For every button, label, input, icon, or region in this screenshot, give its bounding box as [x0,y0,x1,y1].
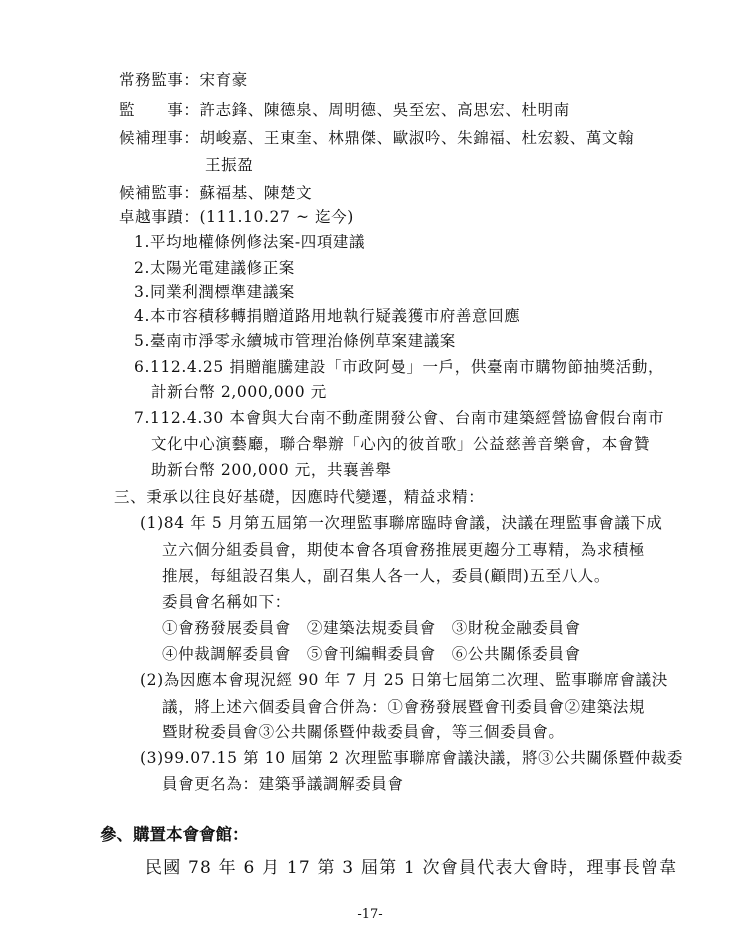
supervisors-line: 監 事：許志鋒、陳德泉、周明德、吳至宏、高思宏、杜明南 [119,101,570,119]
achievement-item-continued: 文化中心演藝廳，聯合舉辦「心內的彼首歌」公益慈善音樂會，本會贊 [151,435,651,453]
committee-list-heading: 委員會名稱如下： [162,593,291,611]
achievement-item: 6.112.4.25 捐贈龍騰建設「市政阿曼」一戶，供臺南市購物節抽獎活動， [134,358,665,376]
paragraph-line: 立六個分組委員會，期使本會各項會務推展更趨分工專精，為求積極 [162,541,646,559]
standing-supervisor-line: 常務監事：宋育豪 [119,71,248,89]
achievement-item: 5.臺南市淨零永續城市管理治條例草案建議案 [134,332,456,350]
committee-list-line: ④仲裁調解委員會 ⑤會刊編輯委員會 ⑥公共關係委員會 [162,645,581,663]
section-heading: 參、購置本會會館： [100,825,249,844]
paragraph-line: (1)84 年 5 月第五屆第一次理監事聯席臨時會議，決議在理監事會議下成 [140,514,663,532]
page-number: -17- [357,907,383,922]
achievement-item: 3.同業利潤標準建議案 [134,283,295,301]
achievements-heading: 卓越事蹟：(111.10.27 ~ 迄今) [119,208,354,226]
achievement-item: 1.平均地權條例修法案-四項建議 [134,233,366,251]
achievement-item: 4.本市容積移轉捐贈道路用地執行疑義獲市府善意回應 [134,307,521,325]
section-three-heading: 三、秉承以往良好基礎，因應時代變遷，精益求精： [114,488,485,506]
achievement-item-continued: 助新台幣 200,000 元，共襄善舉 [151,461,392,479]
alternate-directors-continued: 王振盈 [205,156,254,174]
paragraph-line: 暨財稅委員會③公共關係暨仲裁委員會，等三個委員會。 [162,723,565,741]
alternate-supervisors-line: 候補監事：蘇福基、陳楚文 [119,184,313,202]
achievement-item-continued: 計新台幣 2,000,000 元 [151,383,327,401]
alternate-directors-line: 候補理事：胡峻嘉、王東奎、林鼎傑、歐淑吟、朱錦福、杜宏毅、萬文翰 [119,129,635,147]
paragraph-line: 推展，每組設召集人，副召集人各一人，委員(顧問)五至八人。 [162,567,610,585]
paragraph-line: 議，將上述六個委員會合併為：①會務發展暨會刊委員會②建築法規 [162,698,646,716]
committee-list-line: ①會務發展委員會 ②建築法規委員會 ③財稅金融委員會 [162,619,581,637]
body-text-line: 民國 78 年 6 月 17 第 3 屆第 1 次會員代表大會時，理事長曾韋 [145,858,678,878]
achievement-item: 7.112.4.30 本會與大台南不動產開發公會、台南市建築經營協會假台南市 [134,409,665,427]
achievement-item: 2.太陽光電建議修正案 [134,259,295,277]
paragraph-line: 員會更名為：建築爭議調解委員會 [162,775,404,793]
paragraph-line: (3)99.07.15 第 10 屆第 2 次理監事聯席會議決議，將③公共關係暨仲裁委 [140,749,684,767]
paragraph-line: (2)為因應本會現況經 90 年 7 月 25 日第七屆第二次理、監事聯席會議決 [140,671,668,689]
